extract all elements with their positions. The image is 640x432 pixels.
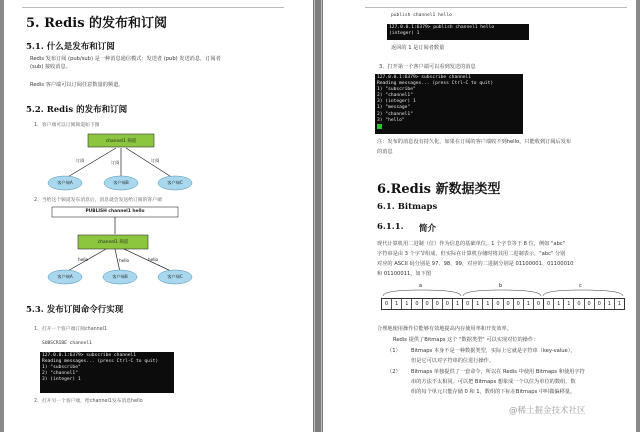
- s51-paragraph-line2: (sub) 接收消息。: [30, 64, 71, 70]
- bit-cell: 0: [544, 299, 554, 309]
- item-2-line1: Bitmaps 单独提供了一套命令，所以在 Redis 中使用 Bitmaps 和使用字符: [411, 369, 585, 375]
- step-3-text: 3、打开第一个客户端可以看到发送的消息: [379, 64, 476, 70]
- hello-label-1: hello: [78, 257, 89, 262]
- note-subscriber-count: 返回的 1 是订阅者数量: [391, 45, 445, 51]
- terminal-line: 1) "subscribe": [42, 365, 81, 371]
- terminal-line: 2) "channel1": [42, 371, 78, 377]
- terminal-line: 2) "channel1": [377, 111, 413, 117]
- section-6-1-1-title: 简介: [419, 224, 437, 234]
- subscribe-label-3: 订阅: [151, 158, 160, 163]
- s53-step-1: 1、打开一个客户端订阅channel1: [34, 327, 108, 332]
- bitmap-intro-line3: 对应的 ASCII 码分别是 97、98、99，对应的二进制分别是 01100001、01100010: [377, 261, 574, 267]
- bit-cell: 1: [554, 299, 564, 309]
- client-c-label-2: 客户端C: [167, 274, 183, 279]
- section-6-1-1-number: 6.1.1.: [377, 222, 404, 232]
- terminal-line: Reading messages... (press Ctrl-C to quit): [377, 81, 494, 87]
- bit-cell: 0: [423, 299, 433, 309]
- channel-label: channel1 频道: [105, 139, 137, 144]
- right-page: [323, 0, 636, 432]
- bits-row: [381, 298, 625, 310]
- client-a-label: 客户端A: [57, 180, 73, 185]
- byte-c-label: c: [579, 283, 582, 289]
- section-6-1-title: 6.1. Bitmaps: [377, 202, 438, 212]
- byte-a-label: a: [419, 283, 423, 289]
- subscribe-diagram: [38, 132, 198, 192]
- bitmap-ops-text: Redis 提供了Bitmaps 这个 "数据类型" 可以实现对位的操作：: [393, 337, 539, 343]
- section-6-title: 6.Redis 新数据类型: [377, 182, 501, 197]
- publish-command: publish channel1 hello: [391, 13, 452, 18]
- item-2-number: （2）: [387, 369, 401, 375]
- bit-cell: 1: [392, 299, 402, 309]
- client-b-label-2: 客户端B: [112, 274, 128, 279]
- bit-cell: 1: [402, 299, 412, 309]
- terminal-line: (integer) 1: [389, 31, 420, 37]
- s51-paragraph-line1: Redis 发布订阅 (pub/sub) 是一种消息通信模式：发送者 (pub) 发送消息，订阅者: [30, 56, 221, 62]
- subscribe-label-1: 订阅: [76, 158, 85, 163]
- section-5-3-title: 5.3. 发布订阅命令行实现: [26, 305, 124, 315]
- item-2-line2: 串的方法不太相同。可以把 Bitmaps 想象成一个以位为单位的数组，数: [411, 379, 576, 385]
- client-c-label: 客户端C: [167, 180, 183, 185]
- bit-cell: 0: [433, 299, 443, 309]
- bit-cell: 0: [534, 299, 544, 309]
- byte-b-label: b: [499, 283, 503, 289]
- bit-cell: 0: [574, 299, 584, 309]
- terminal-line: 127.0.0.1:6379> subscribe channel1: [42, 353, 137, 358]
- s53-step-2: 2、打开另一个客户端，给channel1发布消息hello: [34, 399, 143, 404]
- bit-cell: 0: [412, 299, 422, 309]
- bitmap-intro-line1: 现代计算机用二进制（位）作为信息的基础单位，1 个字节等于 8 位，例如 "abc": [377, 241, 566, 247]
- arrow-line-c: [126, 148, 173, 178]
- note-persistence-line1: 注：发布的消息没有持久化，如果在订阅的客户端收不到hello，只能收到订阅后发布: [377, 139, 572, 145]
- terminal-line: 1) "message": [377, 105, 411, 111]
- section-5-1-title: 5.1. 什么是发布和订阅: [26, 42, 115, 52]
- bitmap-figure: [381, 283, 625, 323]
- hello-label-3: hello: [148, 257, 159, 262]
- subscribe-terminal: [40, 352, 174, 393]
- bit-cell: 0: [585, 299, 595, 309]
- hello-label-2: hello: [119, 258, 130, 263]
- bit-cell: 0: [493, 299, 503, 309]
- publish-command-label: PUBLISH channel1 hello: [85, 209, 145, 214]
- bit-cell: 0: [382, 299, 392, 309]
- watermark: @稀土掘金技术社区: [509, 406, 586, 416]
- terminal-line: 3) "hello": [377, 117, 405, 123]
- bit-cell: 0: [463, 299, 473, 309]
- item-2-line3: 组的每个单元只能存储 0 和 1，数组的下标在Bitmaps 中叫做偏移量。: [411, 389, 576, 395]
- bitmap-intro-line4: 和 01100011，如下图: [377, 271, 431, 277]
- bit-cell: 0: [504, 299, 514, 309]
- bit-cell: 0: [443, 299, 453, 309]
- terminal-cursor: [377, 124, 382, 129]
- bit-cell: 1: [617, 301, 622, 307]
- left-page: [4, 0, 313, 432]
- page-divider: [313, 0, 323, 432]
- item-1-number: （1）: [387, 348, 401, 354]
- terminal-line: 3) (integer) 1: [377, 99, 416, 105]
- step-1-text: 1、客户端可以订阅频道如下图: [34, 123, 100, 128]
- item-1-line2: 但是它可以对字符串的位进行操作。: [411, 358, 495, 364]
- bit-cell: 1: [564, 299, 574, 309]
- bit-cell: 1: [483, 299, 493, 309]
- header-rule: [22, 7, 284, 8]
- terminal-line: Reading messages... (press Ctrl-C to quit): [42, 359, 159, 365]
- subscribe-command: SUBSCRIBE channel1: [42, 341, 92, 346]
- bit-cell: 1: [453, 299, 463, 309]
- item-1-line1: Bitmaps 本身不是一种数据类型，实际上它就是字符串（key-value），: [411, 348, 576, 354]
- bitmap-intro-line2: 字符串是由 3 个字节组成，但实际在计算机存储时将其用二进制表示，"abc" 分别: [377, 251, 566, 257]
- bit-cell: 0: [514, 299, 524, 309]
- client-a-label-2: 客户端A: [57, 274, 73, 279]
- client-b-label: 客户端B: [113, 180, 129, 185]
- publish-terminal: [387, 24, 529, 40]
- terminal-line: 3) (integer) 1: [42, 377, 81, 383]
- terminal-line: 1) "subscribe": [377, 87, 416, 93]
- terminal-line: 127.0.0.1:6379> publish channel1 hello: [389, 25, 495, 30]
- publish-diagram: [38, 206, 198, 286]
- terminal-line: 2) "channel1": [377, 93, 413, 99]
- section-5-title: 5. Redis 的发布和订阅: [26, 16, 168, 31]
- bitmap-efficiency-text: 合理地使用操作位能够有效地提高内存使用率和开发效率。: [377, 326, 512, 332]
- note-persistence-line2: 的消息: [377, 149, 393, 155]
- channel-label-2: channel1 频道: [97, 240, 129, 245]
- header-rule: [365, 7, 627, 8]
- bit-cell: 1: [605, 299, 615, 309]
- bit-cell: 0: [595, 299, 605, 309]
- subscribe-label-2: 订阅: [111, 160, 120, 165]
- arrow-line-a: [66, 148, 116, 178]
- s51-paragraph-2: Redis 客户端可以订阅任意数量的频道。: [30, 82, 124, 88]
- section-5-2-title: 5.2. Redis 的发布和订阅: [26, 105, 128, 115]
- terminal-line: 127.0.0.1:6379> subscribe channel1: [377, 75, 472, 80]
- bit-cell: 1: [524, 299, 534, 309]
- step-2-text: 2、当给这个频道发布消息后，消息就会发送给订阅的客户端: [34, 198, 162, 203]
- bit-cell: 1: [473, 299, 483, 309]
- message-terminal: [375, 74, 523, 134]
